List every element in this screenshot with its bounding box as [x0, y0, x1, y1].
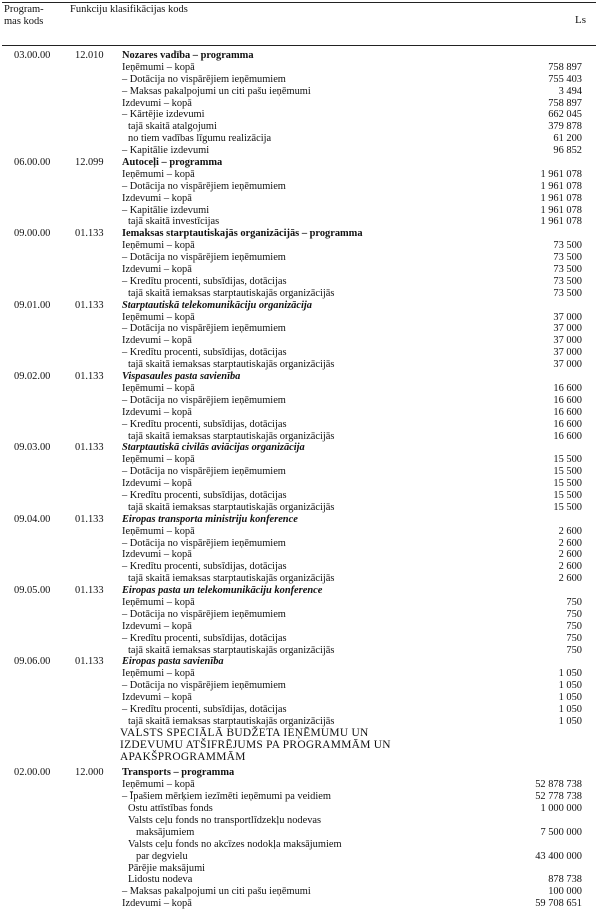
row-label: Ieņēmumi – kopā: [122, 668, 195, 680]
row-amount: 73 500: [553, 264, 582, 276]
row-amount: 16 600: [553, 430, 582, 442]
row-amount: 15 500: [553, 466, 582, 478]
row-amount: 750: [566, 644, 582, 656]
table-row: [0, 288, 600, 300]
table-row: [0, 549, 600, 561]
row-amount: 7 500 000: [540, 826, 582, 838]
table-row: [0, 502, 600, 514]
row-amount: 1 961 078: [540, 180, 582, 192]
row-label: – Dotācija no vispārējiem ieņēmumiem: [122, 680, 286, 692]
row-label: Nozares vadība – programma: [122, 50, 254, 61]
table-row: [0, 133, 600, 145]
table-row: [0, 109, 600, 121]
table-row: [0, 407, 600, 419]
table-row: [0, 633, 600, 645]
row-amount: 662 045: [548, 109, 582, 121]
row-amount: 3 494: [558, 85, 582, 97]
row-amount: 878 738: [548, 874, 582, 886]
table-row: [0, 240, 600, 252]
table-row: [0, 347, 600, 359]
row-label: Ieņēmumi – kopā: [122, 240, 195, 252]
function-code: 12.010: [75, 50, 104, 61]
table-row: [0, 181, 600, 193]
row-label: – Dotācija no vispārējiem ieņēmumiem: [122, 252, 286, 264]
row-label: Eiropas pasta savienība: [122, 656, 224, 668]
row-amount: 2 600: [558, 573, 582, 585]
table-row: [0, 442, 600, 454]
table-row: [0, 276, 600, 288]
table-row: [0, 252, 600, 264]
row-label: Iemaksas starptautiskajās organizācijās – programma: [122, 228, 363, 240]
table-row: [0, 62, 600, 74]
row-label: – Kredītu procenti, subsīdijas, dotācijas: [122, 418, 287, 430]
row-amount: 52 778 738: [535, 791, 582, 803]
row-label: Ieņēmumi – kopā: [122, 382, 195, 394]
row-label: tajā skaitā iemaksas starptautiskajās organizācijās: [128, 359, 335, 371]
row-amount: 750: [566, 596, 582, 608]
table-row: [0, 704, 600, 716]
table-row: [0, 490, 600, 502]
table-row: [0, 680, 600, 692]
table-row: [0, 621, 600, 633]
row-label: – Kredītu procenti, subsīdijas, dotācijas: [122, 489, 287, 501]
row-label: Izdevumi – kopā: [122, 620, 192, 632]
row-amount: 73 500: [553, 252, 582, 264]
function-code: 12.000: [75, 767, 104, 779]
row-amount: 73 500: [553, 287, 582, 299]
row-amount: 37 000: [553, 347, 582, 359]
row-label: Autoceļi – programma: [122, 157, 223, 169]
row-label: tajā skaitā atalgojumi: [128, 121, 217, 133]
row-label: Izdevumi – kopā: [122, 478, 192, 490]
row-label: Izdevumi – kopā: [122, 335, 192, 347]
row-amount: 1 050: [558, 680, 582, 692]
row-amount: 1 961 078: [540, 192, 582, 204]
row-label: Transports – programma: [122, 767, 235, 779]
row-label: VALSTS SPECIĀLĀ BUDŽETA IEŅĒMUMU UN: [120, 726, 369, 739]
table-row: [0, 645, 600, 657]
table-row: [0, 50, 600, 62]
table-row: [0, 371, 600, 383]
row-amount: 73 500: [553, 240, 582, 252]
program-code: 09.05.00: [14, 585, 51, 597]
row-label: par degvielu: [136, 850, 188, 862]
row-label: no tiem vadības līgumu realizācija: [128, 133, 272, 145]
row-label: Ieņēmumi – kopā: [122, 61, 195, 73]
row-label: Vispasaules pasta savienība: [122, 371, 241, 383]
row-label: Pārējie maksājumi: [128, 862, 206, 874]
table-row: [0, 193, 600, 205]
table-row: [0, 561, 600, 573]
table-row: [0, 431, 600, 443]
row-label: – Kapitālie izdevumi: [122, 204, 210, 216]
table-row: [0, 874, 600, 886]
row-amount: 37 000: [553, 335, 582, 347]
row-label: tajā skaitā iemaksas starptautiskajās organizācijās: [128, 287, 335, 299]
row-amount: 37 000: [553, 323, 582, 335]
table-row: [0, 205, 600, 217]
row-label: – Dotācija no vispārējiem ieņēmumiem: [122, 537, 286, 549]
row-label: Ieņēmumi – kopā: [122, 525, 195, 537]
table-row: [0, 454, 600, 466]
row-label: tajā skaitā iemaksas starptautiskajās organizācijās: [128, 501, 335, 513]
row-amount: 15 500: [553, 478, 582, 490]
table-row: [0, 740, 600, 752]
row-amount: 16 600: [553, 382, 582, 394]
program-code: 06.00.00: [14, 157, 51, 169]
row-label: – Kredītu procenti, subsīdijas, dotācijas: [122, 275, 287, 287]
row-label: – Dotācija no vispārējiem ieņēmumiem: [122, 608, 286, 620]
table-row: [0, 791, 600, 803]
table-row: [0, 656, 600, 668]
row-amount: 758 897: [548, 97, 582, 109]
header-currency: Ls: [575, 14, 586, 26]
row-label: – Kapitālie izdevumi: [122, 145, 210, 157]
row-label: Starptautiskā telekomunikāciju organizācija: [122, 299, 312, 311]
table-row: [0, 419, 600, 431]
row-label: – Kredītu procenti, subsīdijas, dotācijas: [122, 703, 287, 715]
table-row: [0, 121, 600, 133]
row-amount: 750: [566, 620, 582, 632]
table-row: [0, 514, 600, 526]
table-row: [0, 803, 600, 815]
row-label: – Dotācija no vispārējiem ieņēmumiem: [122, 180, 286, 192]
row-label: Izdevumi – kopā: [122, 264, 192, 276]
row-label: – Kārtējie izdevumi: [122, 109, 205, 121]
table-row: [0, 538, 600, 550]
function-code: 01.133: [75, 228, 104, 240]
table-row: [0, 478, 600, 490]
row-label: – Maksas pakalpojumi un citi pašu ieņēmumi: [122, 85, 311, 97]
row-amount: 750: [566, 608, 582, 620]
table-row: [0, 98, 600, 110]
table-row: [0, 668, 600, 680]
table-row: [0, 898, 600, 910]
row-label: tajā skaitā iemaksas starptautiskajās organizācijās: [128, 644, 335, 656]
row-amount: 2 600: [558, 549, 582, 561]
function-code: 01.133: [75, 656, 104, 668]
row-amount: 96 852: [553, 145, 582, 157]
table-row: [0, 216, 600, 228]
row-amount: 1 961 078: [540, 168, 582, 180]
table-row: [0, 863, 600, 875]
row-label: APAKŠPROGRAMMĀM: [120, 750, 246, 763]
function-code: 12.099: [75, 157, 104, 169]
row-label: Izdevumi – kopā: [122, 97, 192, 109]
row-label: Izdevumi – kopā: [122, 549, 192, 561]
header-function-code: Funkciju klasifikācijas kods: [70, 4, 188, 15]
row-label: Izdevumi – kopā: [122, 898, 192, 910]
table-header: [0, 0, 600, 44]
row-amount: 1 050: [558, 715, 582, 727]
table-row: [0, 716, 600, 728]
table-row: [0, 466, 600, 478]
row-label: Izdevumi – kopā: [122, 406, 192, 418]
row-amount: 2 600: [558, 537, 582, 549]
table-row: [0, 851, 600, 863]
row-label: Ieņēmumi – kopā: [122, 311, 195, 323]
row-label: Ieņēmumi – kopā: [122, 454, 195, 466]
row-amount: 37 000: [553, 359, 582, 371]
function-code: 01.133: [75, 299, 104, 311]
row-amount: 52 878 738: [535, 779, 582, 791]
table-row: [0, 383, 600, 395]
row-amount: 15 500: [553, 454, 582, 466]
program-code: 09.06.00: [14, 656, 51, 668]
row-label: – Dotācija no vispārējiem ieņēmumiem: [122, 73, 286, 85]
function-code: 01.133: [75, 585, 104, 597]
row-label: tajā skaitā iemaksas starptautiskajās organizācijās: [128, 715, 335, 727]
row-label: – Maksas pakalpojumi un citi pašu ieņēmumi: [122, 886, 311, 898]
row-amount: 1 050: [558, 692, 582, 704]
table-row: [0, 815, 600, 827]
table-row: [0, 609, 600, 621]
function-code: 01.133: [75, 513, 104, 525]
table-row: [0, 839, 600, 851]
program-code: 09.04.00: [14, 513, 51, 525]
row-label: – Kredītu procenti, subsīdijas, dotācijas: [122, 561, 287, 573]
table-row: [0, 752, 600, 764]
row-amount: 16 600: [553, 418, 582, 430]
row-label: Ieņēmumi – kopā: [122, 596, 195, 608]
row-label: Starptautiskā civilās aviācijas organizācija: [122, 442, 305, 454]
row-label: – Dotācija no vispārējiem ieņēmumiem: [122, 323, 286, 335]
row-amount: 2 600: [558, 561, 582, 573]
table-row: [0, 692, 600, 704]
row-label: Valsts ceļu fonds no akcīzes nodokļa maksājumiem: [128, 838, 342, 850]
row-amount: 100 000: [548, 886, 582, 898]
table-row: [0, 767, 600, 779]
table-row: [0, 312, 600, 324]
row-amount: 750: [566, 632, 582, 644]
row-amount: 1 961 078: [540, 204, 582, 216]
row-label: – Kredītu procenti, subsīdijas, dotācijas: [122, 632, 287, 644]
row-label: tajā skaitā iemaksas starptautiskajās organizācijās: [128, 430, 335, 442]
row-amount: 73 500: [553, 275, 582, 287]
row-label: Valsts ceļu fonds no transportlīdzekļu nodevas: [128, 815, 322, 826]
table-row: [0, 169, 600, 181]
program-code: 09.03.00: [14, 442, 51, 454]
row-label: Ieņēmumi – kopā: [122, 168, 195, 180]
row-label: Ieņēmumi – kopā: [122, 779, 195, 791]
row-amount: 755 403: [548, 73, 582, 85]
row-label: maksājumiem: [136, 826, 195, 838]
row-amount: 1 961 078: [540, 216, 582, 228]
row-amount: 43 400 000: [535, 850, 582, 862]
table-row: [0, 145, 600, 157]
table-row: [0, 728, 600, 740]
program-code: 09.02.00: [14, 371, 51, 383]
table-row: [0, 597, 600, 609]
row-label: tajā skaitā iemaksas starptautiskajās organizācijās: [128, 573, 335, 585]
function-code: 01.133: [75, 371, 104, 383]
table-row: [0, 323, 600, 335]
header-rule: [2, 45, 596, 46]
row-label: Izdevumi – kopā: [122, 192, 192, 204]
row-label: Ostu attīstības fonds: [128, 803, 213, 815]
table-row: [0, 886, 600, 898]
row-amount: 15 500: [553, 501, 582, 513]
row-label: – Dotācija no vispārējiem ieņēmumiem: [122, 394, 286, 406]
row-amount: 61 200: [553, 133, 582, 145]
table-row: [0, 359, 600, 371]
row-label: Eiropas transporta ministriju konference: [122, 513, 298, 525]
table-row: [0, 585, 600, 597]
row-amount: 379 878: [548, 121, 582, 133]
row-amount: 758 897: [548, 61, 582, 73]
table-row: [0, 573, 600, 585]
program-code: 09.01.00: [14, 299, 51, 311]
program-code: 02.00.00: [14, 767, 51, 779]
row-label: Lidostu nodeva: [128, 874, 193, 886]
table-row: [0, 74, 600, 86]
table-row: [0, 526, 600, 538]
row-amount: 2 600: [558, 525, 582, 537]
row-amount: 1 050: [558, 703, 582, 715]
table-row: [0, 779, 600, 791]
row-amount: 15 500: [553, 489, 582, 501]
program-code: 09.00.00: [14, 228, 51, 240]
row-label: IZDEVUMU ATŠIFRĒJUMS PA PROGRAMMĀM UN: [120, 738, 391, 751]
budget-table: [0, 50, 600, 910]
row-amount: 16 600: [553, 394, 582, 406]
table-row: [0, 86, 600, 98]
top-rule: [2, 2, 596, 3]
table-row: [0, 335, 600, 347]
table-row: [0, 827, 600, 839]
row-label: – Dotācija no vispārējiem ieņēmumiem: [122, 466, 286, 478]
table-row: [0, 395, 600, 407]
header-program-code: Program- mas kods: [4, 4, 44, 27]
row-label: Eiropas pasta un telekomunikāciju konference: [122, 585, 323, 597]
table-row: [0, 157, 600, 169]
row-amount: 1 050: [558, 668, 582, 680]
row-amount: 1 000 000: [540, 803, 582, 815]
row-label: Izdevumi – kopā: [122, 692, 192, 704]
table-row: [0, 228, 600, 240]
row-amount: 16 600: [553, 406, 582, 418]
program-code: 03.00.00: [14, 50, 51, 61]
table-row: [0, 300, 600, 312]
row-label: tajā skaitā investīcijas: [128, 216, 220, 228]
row-label: – Īpašiem mērķiem iezīmēti ieņēmumi pa veidiem: [122, 791, 331, 803]
row-label: – Kredītu procenti, subsīdijas, dotācijas: [122, 347, 287, 359]
function-code: 01.133: [75, 442, 104, 454]
table-row: [0, 264, 600, 276]
row-amount: 37 000: [553, 311, 582, 323]
row-amount: 59 708 651: [535, 898, 582, 910]
